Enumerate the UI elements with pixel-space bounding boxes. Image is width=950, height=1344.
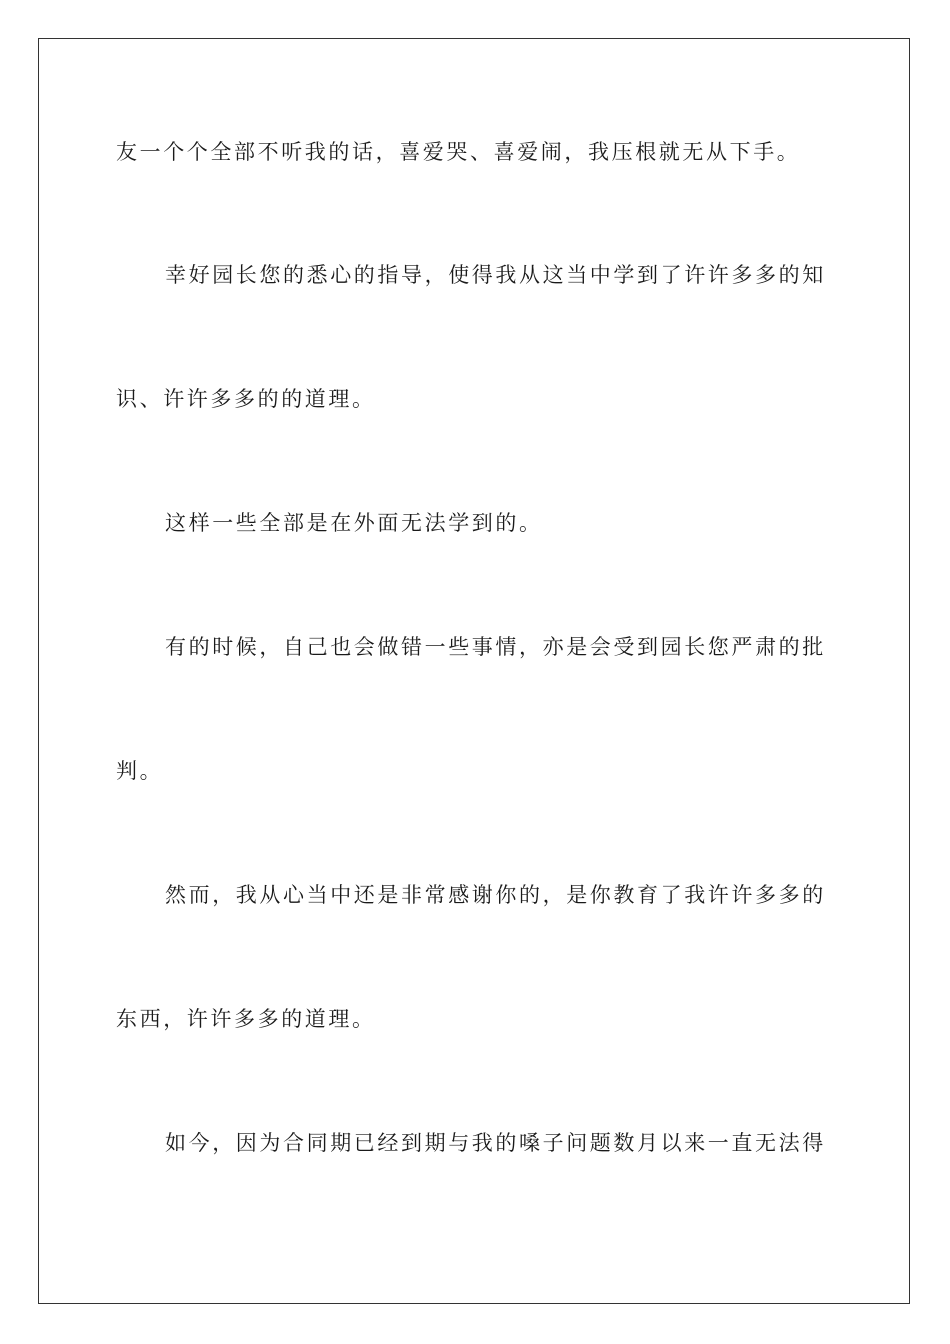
paragraph-line-6: 判。 <box>116 759 164 783</box>
page-border <box>38 38 910 1304</box>
paragraph-line-3: 识、许许多多的的道理。 <box>116 387 376 411</box>
paragraph-line-7: 然而，我从心当中还是非常感谢你的，是你教育了我许许多多的 <box>165 883 826 907</box>
paragraph-line-8: 东西，许许多多的道理。 <box>116 1007 376 1031</box>
paragraph-line-5: 有的时候，自己也会做错一些事情，亦是会受到园长您严肃的批 <box>165 635 826 659</box>
paragraph-line-2: 幸好园长您的悉心的指导，使得我从这当中学到了许许多多的知 <box>165 263 826 287</box>
paragraph-line-4: 这样一些全部是在外面无法学到的。 <box>165 511 543 535</box>
paragraph-line-9: 如今，因为合同期已经到期与我的嗓子问题数月以来一直无法得 <box>165 1131 826 1155</box>
paragraph-line-1: 友一个个全部不听我的话，喜爱哭、喜爱闹，我压根就无从下手。 <box>116 140 801 164</box>
